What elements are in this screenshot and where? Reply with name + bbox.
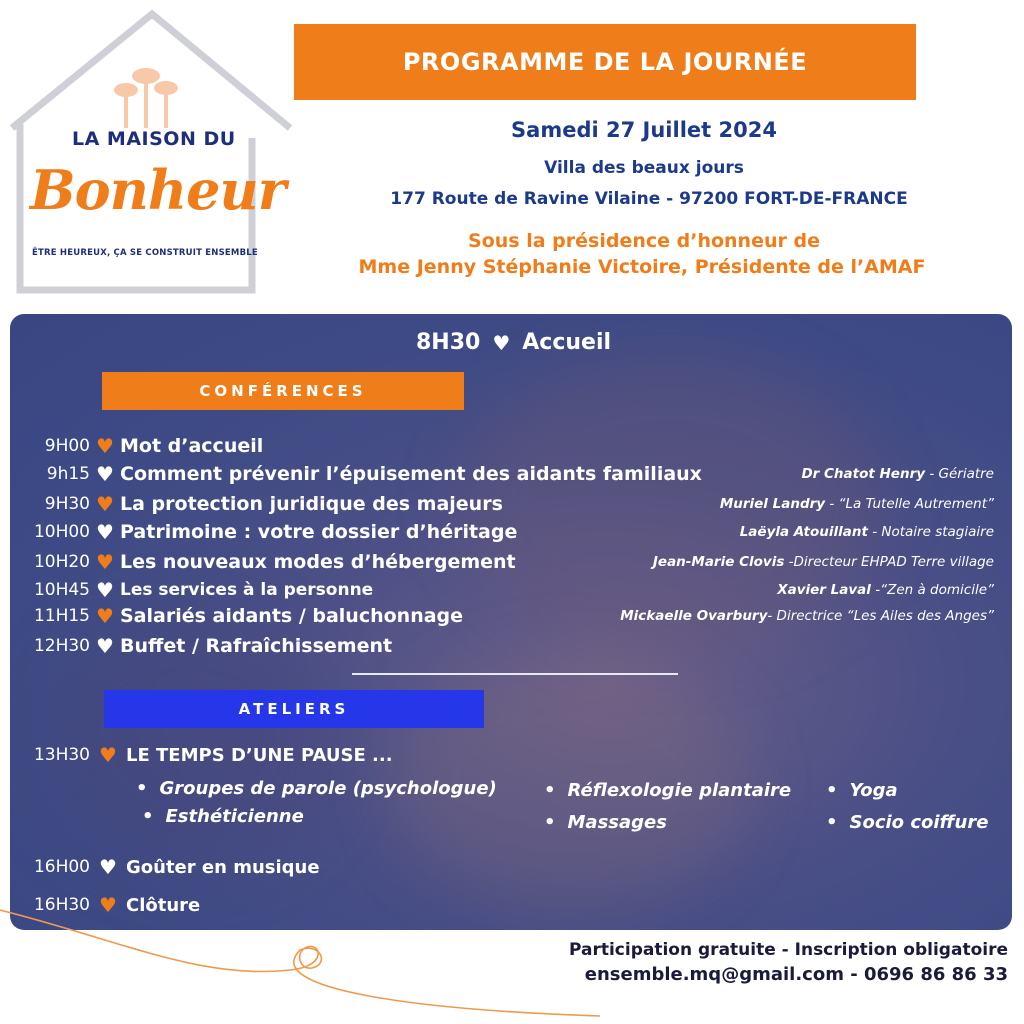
program-panel [10, 314, 1012, 930]
heart-icon: ♥ [96, 577, 114, 602]
conference-title: Les services à la personne [120, 580, 374, 600]
heart-icon: ♥ [96, 461, 114, 486]
conference-title: Comment prévenir l’épuisement des aidants familiaux [120, 463, 702, 485]
accueil-label: Accueil [522, 330, 612, 355]
heart-icon: ♥ [96, 433, 114, 458]
conference-row [10, 576, 373, 604]
conference-title: Patrimoine : votre dossier d’héritage [120, 521, 518, 543]
conference-time: 9H00 [44, 436, 90, 456]
activity-item: • Réflexologie plantaire [544, 780, 791, 801]
heart-icon: ♥ [96, 603, 114, 628]
speaker-role: - Notaire stagiaire [867, 524, 994, 540]
cloture-time: 16H30 [33, 895, 90, 915]
heart-icon: ♥ [96, 549, 114, 574]
speaker-role: -Directeur EHPAD Terre village [784, 554, 994, 570]
conference-title: Les nouveaux modes d’hébergement [120, 551, 516, 573]
conference-row [10, 490, 503, 518]
speaker-name: Laëyla Atouillant [739, 524, 868, 540]
conference-time: 10H20 [33, 552, 90, 572]
speaker-role: - Gériatre [925, 466, 994, 482]
speaker-name: Xavier Laval [777, 582, 871, 598]
conferences-banner: CONFÉRENCES [102, 372, 464, 410]
conference-speaker [801, 466, 994, 482]
pause-row [10, 740, 393, 770]
palm-trees-icon [114, 68, 178, 128]
gouter-time: 16H00 [33, 857, 90, 877]
conference-row [10, 518, 517, 546]
speaker-name: Mickaelle Ovarbury [620, 608, 768, 624]
heart-icon: ♥ [99, 854, 117, 879]
program-banner: PROGRAMME DE LA JOURNÉE [294, 24, 916, 100]
heart-icon: ♥ [99, 742, 117, 767]
event-venue: Villa des beaux jours [544, 158, 744, 178]
conference-row [10, 432, 263, 460]
conference-title: Buffet / Rafraîchissement [120, 635, 393, 657]
conference-title: La protection juridique des majeurs [120, 493, 503, 515]
footer-participation: Participation gratuite - Inscription obligatoire [569, 940, 1008, 960]
conference-speaker [777, 582, 994, 598]
event-address: 177 Route de Ravine Vilaine - 97200 FORT-DE-FRANCE [390, 189, 908, 209]
conference-time: 9h15 [46, 464, 90, 484]
speaker-name: Muriel Landry [719, 496, 826, 512]
conference-time: 11H15 [33, 606, 90, 626]
presidency-line-1: Sous la présidence d’honneur de [468, 230, 820, 252]
conference-time: 10H00 [33, 522, 90, 542]
speaker-role: - “La Tutelle Autrement” [825, 496, 994, 512]
decorative-heart-line-icon [0, 870, 620, 1020]
heart-icon: ♥ [492, 330, 511, 355]
conference-speaker [620, 608, 994, 624]
section-divider [352, 673, 678, 675]
logo-title: LA MAISON DU [72, 128, 236, 150]
pause-title: LE TEMPS D’UNE PAUSE ... [126, 744, 393, 766]
activity-item: • Yoga [826, 780, 898, 801]
gouter-title: Goûter en musique [126, 856, 320, 878]
speaker-role: -“Zen à domicile” [870, 582, 994, 598]
heart-icon: ♥ [99, 892, 117, 917]
logo-tagline: ÊTRE HEUREUX, ÇA SE CONSTRUIT ENSEMBLE [32, 248, 258, 258]
conference-time: 10H45 [33, 580, 90, 600]
accueil-time: 8H30 [416, 330, 481, 355]
footer-contact[interactable]: ensemble.mq@gmail.com - 0696 86 86 33 [584, 964, 1008, 985]
conference-title: Mot d’accueil [120, 435, 264, 457]
presidency-line-2: Mme Jenny Stéphanie Victoire, Présidente de l’AMAF [358, 256, 926, 278]
pause-time: 13H30 [33, 745, 90, 765]
conference-speaker [720, 496, 994, 512]
heart-icon: ♥ [96, 633, 114, 658]
conference-time: 9H30 [44, 494, 90, 514]
cloture-title: Clôture [126, 894, 201, 916]
activity-item: • Socio coiffure [826, 812, 988, 833]
conference-row [10, 632, 392, 660]
conference-row [10, 548, 516, 576]
conference-title: Salariés aidants / baluchonnage [120, 605, 464, 627]
conference-speaker [653, 554, 994, 570]
conference-time: 12H30 [33, 636, 90, 656]
activity-item: • Massages [544, 812, 667, 833]
accueil-row [416, 330, 611, 355]
conference-speaker [740, 524, 994, 540]
event-date: Samedi 27 Juillet 2024 [511, 118, 777, 142]
speaker-role: - Directrice “Les Ailes des Anges” [767, 608, 994, 624]
conference-row [10, 460, 702, 488]
ateliers-banner: ATELIERS [104, 690, 484, 728]
activity-item: • Esthéticienne [142, 806, 304, 827]
conference-row [10, 602, 463, 630]
speaker-name: Dr Chatot Henry [801, 466, 926, 482]
speaker-name: Jean-Marie Clovis [652, 554, 785, 570]
activity-item: • Groupes de parole (psychologue) [136, 778, 497, 799]
logo [6, 8, 292, 296]
logo-script: Bonheur [30, 158, 286, 222]
heart-icon: ♥ [96, 491, 114, 516]
heart-icon: ♥ [96, 519, 114, 544]
